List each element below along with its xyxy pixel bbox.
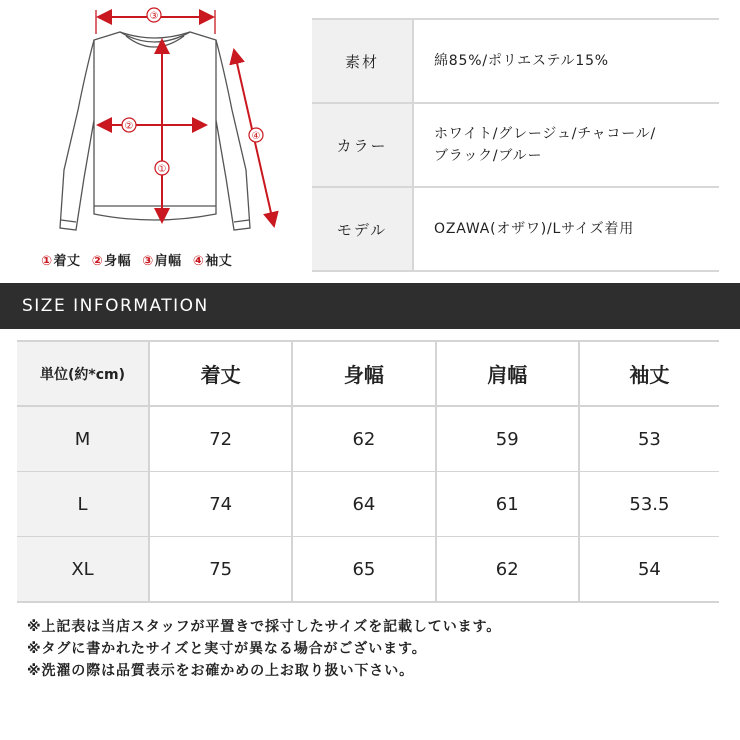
size-information-banner <box>0 283 740 329</box>
table-cell: 62 <box>436 537 579 603</box>
table-cell: 64 <box>292 472 435 537</box>
measurement-legend <box>41 250 281 269</box>
sweater-measurement-diagram <box>28 0 300 275</box>
table-cell: 54 <box>579 537 719 603</box>
table-cell: 59 <box>436 406 579 472</box>
marker-1: ① <box>157 164 167 175</box>
marker-2: ② <box>124 121 134 132</box>
table-cell: 65 <box>292 537 435 603</box>
header-body-width: 身幅 <box>292 341 435 406</box>
table-cell: 61 <box>436 472 579 537</box>
spec-key: カラー <box>312 104 414 186</box>
marker-4: ④ <box>251 131 261 142</box>
size-label: M <box>17 406 149 472</box>
notes <box>27 616 501 682</box>
spec-key: 素材 <box>312 20 414 102</box>
note-line: ※洗濯の際は品質表示をお確かめの上お取り扱い下さい。 <box>27 663 415 679</box>
table-cell: 75 <box>149 537 292 603</box>
legend-item-body-width: ②身幅 <box>91 254 132 269</box>
size-table <box>17 340 719 603</box>
size-label: XL <box>17 537 149 603</box>
spec-row-color <box>312 104 719 188</box>
header-shoulder: 肩幅 <box>436 341 579 406</box>
product-spec-table <box>312 18 719 272</box>
sweater-outline <box>60 32 250 230</box>
unit-label: 単位(約*cm) <box>17 341 149 406</box>
banner-title: SIZE INFORMATION <box>22 296 209 316</box>
legend-item-sleeve: ④袖丈 <box>192 254 233 269</box>
table-cell: 72 <box>149 406 292 472</box>
table-row <box>17 472 719 537</box>
spec-value: 綿85%/ポリエステル15% <box>434 53 609 69</box>
size-label: L <box>17 472 149 537</box>
spec-key: モデル <box>312 188 414 270</box>
spec-value: OZAWA(オザワ)/Lサイズ着用 <box>434 221 634 237</box>
spec-row-material <box>312 18 719 104</box>
header-length: 着丈 <box>149 341 292 406</box>
legend-item-length: ①着丈 <box>41 254 81 269</box>
table-cell: 53.5 <box>579 472 719 537</box>
table-row <box>17 537 719 603</box>
table-cell: 53 <box>637 428 661 450</box>
spec-value: ホワイト/グレージュ/チャコール/ ブラック/ブルー <box>434 126 657 164</box>
note-line: ※タグに書かれたサイズと実寸が異なる場合がございます。 <box>27 641 427 657</box>
marker-3: ③ <box>149 11 159 22</box>
table-row <box>17 406 719 472</box>
size-table-header <box>17 341 719 406</box>
spec-row-model <box>312 188 719 272</box>
note-line: ※上記表は当店スタッフが平置きで採寸したサイズを記載しています。 <box>27 619 502 635</box>
table-cell: 74 <box>149 472 292 537</box>
header-sleeve: 袖丈 <box>579 341 719 406</box>
table-cell: 62 <box>292 406 435 472</box>
legend-item-shoulder: ③肩幅 <box>142 254 182 269</box>
